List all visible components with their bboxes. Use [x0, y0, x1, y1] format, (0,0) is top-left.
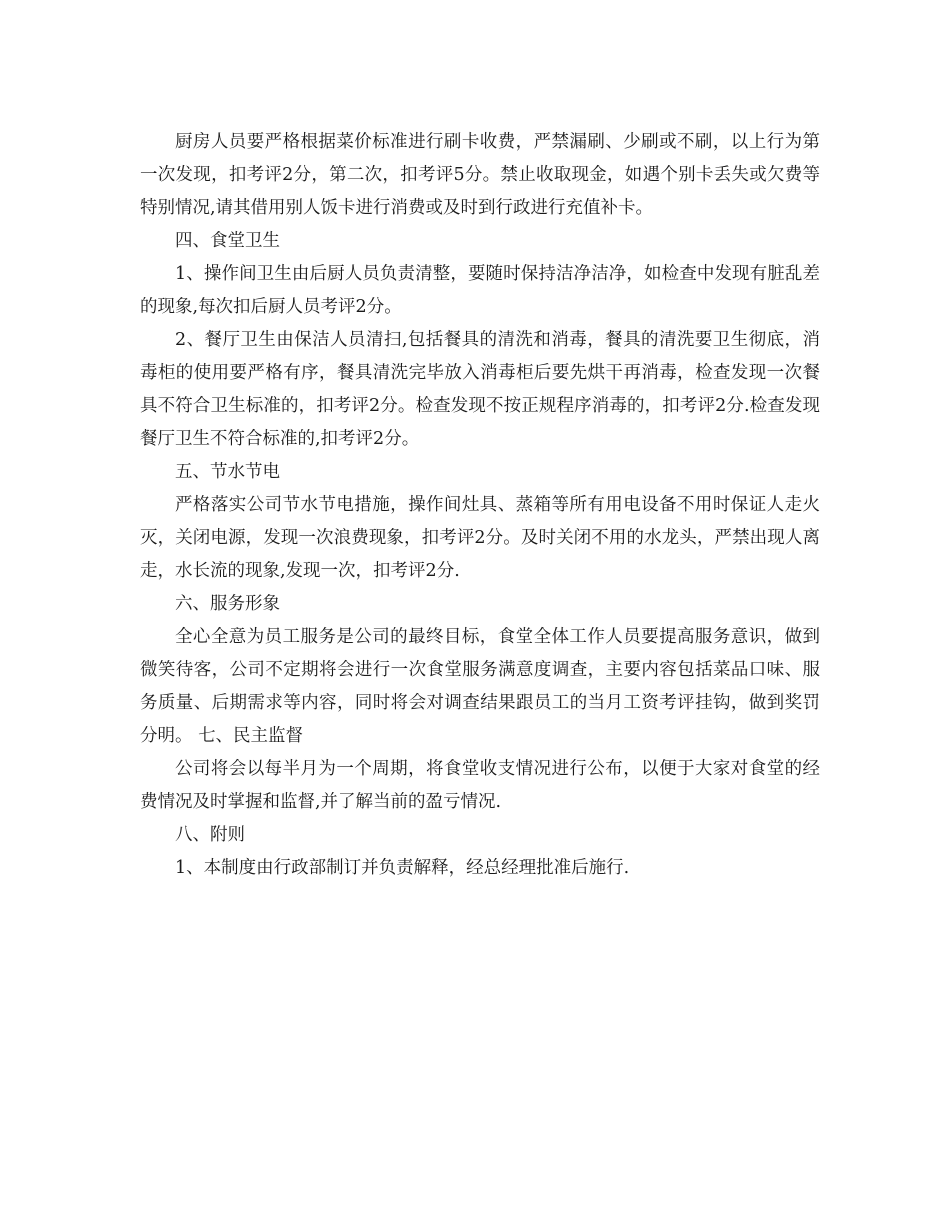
paragraph-supplementary-rule: 1、本制度由行政部制订并负责解释，经总经理批准后施行. — [175, 858, 630, 878]
section-heading-supplementary: 八、附则 — [175, 825, 245, 845]
document-body — [140, 126, 820, 885]
paragraph-democratic-supervision: 公司将会以每半月为一个周期，将食堂收支情况进行公布，以便于大家对食堂的经费情况及时掌握和监督,并了解当前的盈亏情况. — [140, 759, 820, 812]
section-heading-canteen-hygiene: 四、食堂卫生 — [175, 231, 280, 251]
paragraph-save-water-power: 严格落实公司节水节电措施，操作间灶具、蒸箱等所有用电设备不用时保证人走火灭，关闭电源，发现一次浪费现象，扣考评2分。及时关闭不用的水龙头，严禁出现人离走，水长流的现象,发现一次，扣考评2分. — [140, 495, 820, 581]
paragraph-dining-hall-hygiene: 2、餐厅卫生由保洁人员清扫,包括餐具的清洗和消毒，餐具的清洗要卫生彻底，消毒柜的使用要严格有序，餐具清洗完毕放入消毒柜后要先烘干再消毒，检查发现一次餐具不符合卫生标准的，扣考评2分。检查发现不按正规程序消毒的，扣考评2分.检查发现餐厅卫生不符合标准的,扣考评2分。 — [140, 330, 820, 449]
section-heading-save-water-power: 五、节水节电 — [175, 462, 280, 482]
section-heading-service-image: 六、服务形象 — [175, 594, 280, 614]
paragraph-kitchen-hygiene: 1、操作间卫生由后厨人员负责清整，要随时保持洁净洁净，如检查中发现有脏乱差的现象,每次扣后厨人员考评2分。 — [140, 264, 820, 317]
paragraph-service-image: 全心全意为员工服务是公司的最终目标，食堂全体工作人员要提高服务意识，做到微笑待客，公司不定期将会进行一次食堂服务满意度调查，主要内容包括菜品口味、服务质量、后期需求等内容，同时将会对调查结果跟员工的当月工资考评挂钩，做到奖罚分明。 七、民主监督 — [140, 627, 820, 746]
paragraph-card-payment: 厨房人员要严格根据菜价标准进行刷卡收费，严禁漏刷、少刷或不刷，以上行为第一次发现，扣考评2分，第二次，扣考评5分。禁止收取现金，如遇个别卡丢失或欠费等特别情况,请其借用别人饭卡进行消费或及时到行政进行充值补卡。 — [140, 132, 820, 218]
